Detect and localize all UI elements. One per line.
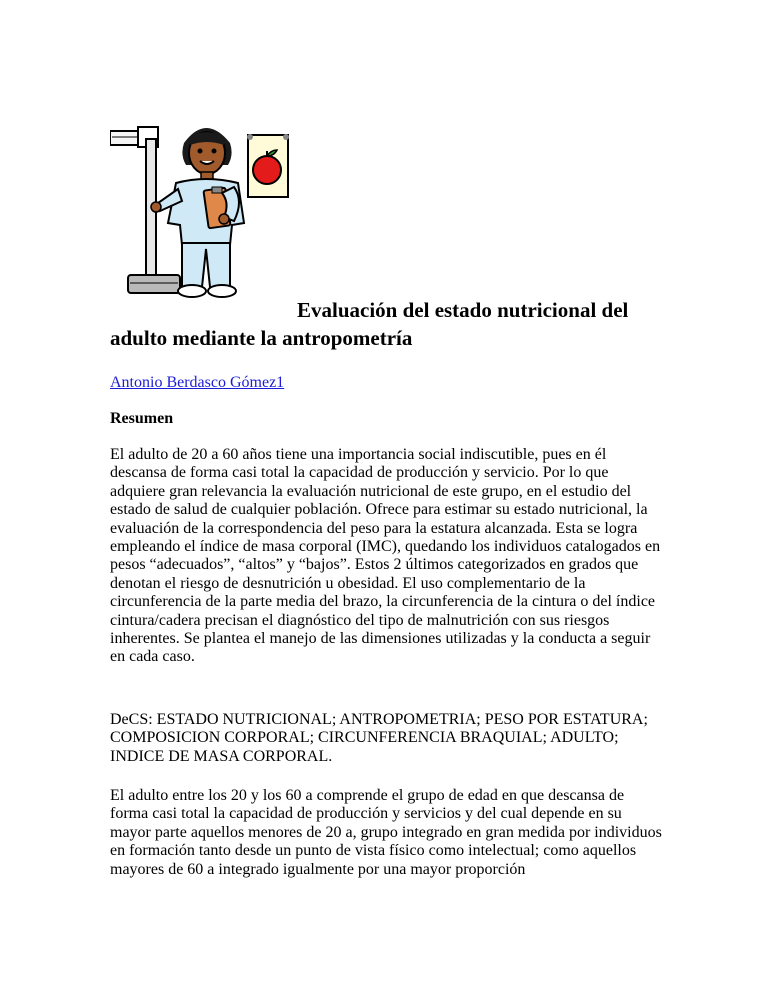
abstract-paragraph: El adulto de 20 a 60 años tiene una importancia social indiscutible, pues en él descansa de forma casi total la capacidad de producción y servicio. Por lo que adquiere gran relevancia la evaluación nutricional de este grupo, en el estudio del estado de salud de cualquier población. Ofrece para estimar su estado nutricional, la evaluación de la correspondencia del peso para la estatura alcanzada. Esta se logra empleando el índice de masa corporal (IMC), quedando los individuos catalogados en pesos “adecuados”, “altos” y “bajos”. Estos 2 últimos categorizados en grados que denotan el riesgo de desnutrición u obesidad. El uso complementario de la circunferencia de la parte media del brazo, la circunferencia de la cintura o del índice cintura/cadera precisan el diagnóstico del tipo de malnutrición con sus riesgos inherentes. Se plantea el manejo de las dimensiones utilizadas y la conducta a seguir en cada caso.	[110, 446, 661, 666]
title-line-2: adulto mediante la antropometría	[110, 326, 413, 350]
nutritionist-scale-apple-clipart-icon	[110, 115, 296, 301]
abstract-heading: Resumen	[110, 410, 174, 427]
author-link[interactable]: Antonio Berdasco Gómez1	[110, 374, 285, 391]
keywords-paragraph: DeCS: ESTADO NUTRICIONAL; ANTROPOMETRIA; PESO POR ESTATURA; COMPOSICION CORPORAL; CIRCUNFERENCIA BRAQUIAL; ADULTO; INDICE DE MASA CORPORAL.	[110, 711, 648, 765]
body-paragraph: El adulto entre los 20 y los 60 a comprende el grupo de edad en que descansa de forma casi total la capacidad de producción y servicios y del cual depende en su mayor parte aquellos menores de 20 a, grupo integrado en gran medida por individuos en formación tanto desde un punto de vista físico como intelectual; como aquellos mayores de 60 a integrado igualmente por una mayor proporción	[110, 787, 662, 878]
document-title	[110, 296, 670, 352]
title-line-1: Evaluación del estado nutricional del	[297, 298, 629, 322]
